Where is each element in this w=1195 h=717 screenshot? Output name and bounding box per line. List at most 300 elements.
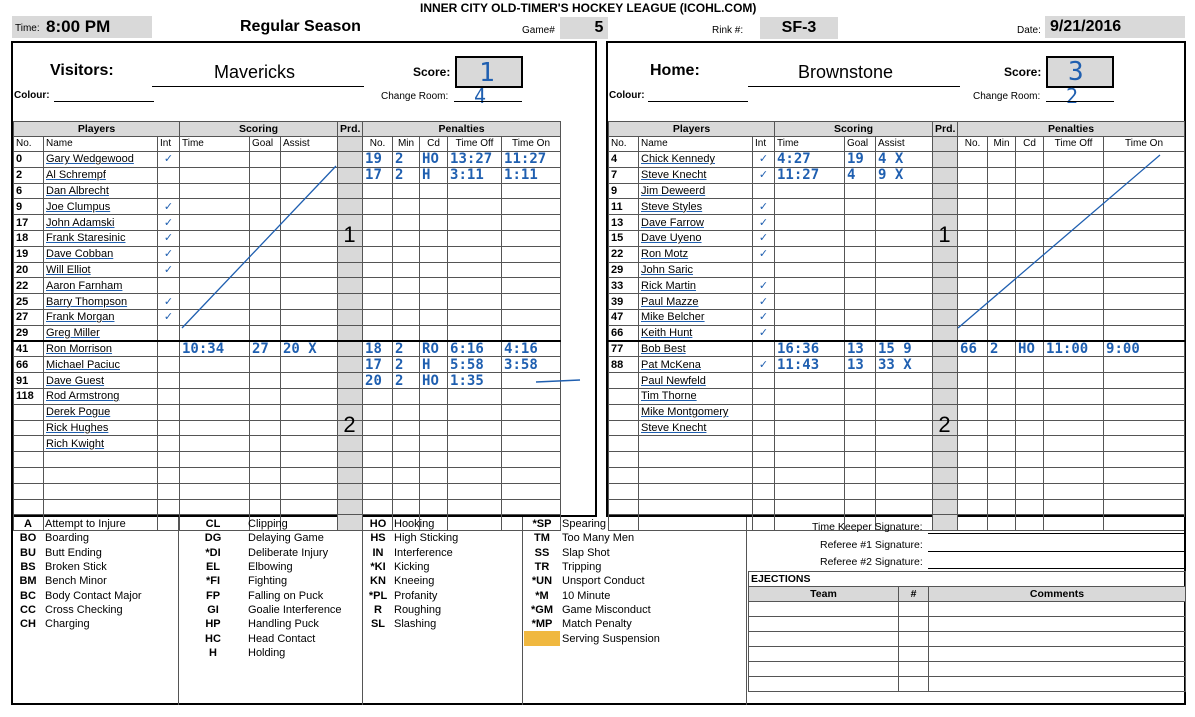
ejection-row[interactable] [749, 662, 899, 677]
visitors-player-name[interactable] [44, 499, 158, 515]
visitors-penalty-minutes[interactable] [393, 452, 420, 468]
home-goal-time[interactable] [775, 499, 845, 515]
visitors-goal-assist[interactable] [281, 246, 338, 262]
visitors-player-int[interactable]: ✓ [158, 215, 180, 231]
home-penalty-time-on[interactable] [1104, 404, 1185, 420]
ejection-row[interactable] [749, 632, 899, 647]
visitors-penalty-code[interactable] [420, 278, 448, 294]
home-penalty-time-off[interactable] [1044, 152, 1104, 168]
visitors-penalty-time-off[interactable] [448, 294, 502, 310]
home-player-number[interactable] [609, 388, 639, 404]
visitors-goal-time[interactable] [180, 388, 250, 404]
home-penalty-minutes[interactable] [988, 357, 1016, 373]
home-player-int[interactable]: ✓ [753, 167, 775, 183]
home-player-int[interactable]: ✓ [753, 294, 775, 310]
visitors-penalty-time-on[interactable]: 4:16 [502, 341, 561, 357]
visitors-player-number[interactable]: 41 [14, 341, 44, 357]
visitors-goal-time[interactable] [180, 325, 250, 341]
visitors-penalty-time-off[interactable] [448, 199, 502, 215]
home-penalty-time-on[interactable] [1104, 262, 1185, 278]
visitors-goal-scorer[interactable] [250, 357, 281, 373]
visitors-player-name[interactable]: Rick Hughes [44, 420, 158, 436]
home-penalty-minutes[interactable] [988, 294, 1016, 310]
visitors-penalty-time-off[interactable] [448, 499, 502, 515]
visitors-penalty-time-on[interactable] [502, 499, 561, 515]
home-penalty-code[interactable] [1016, 373, 1044, 389]
home-penalty-number[interactable] [958, 373, 988, 389]
visitors-player-name[interactable]: Dave Cobban [44, 246, 158, 262]
visitors-penalty-code[interactable] [420, 246, 448, 262]
home-penalty-minutes[interactable] [988, 404, 1016, 420]
visitors-penalty-time-off[interactable] [448, 246, 502, 262]
home-penalty-minutes[interactable]: 2 [988, 341, 1016, 357]
home-player-number[interactable]: 29 [609, 262, 639, 278]
visitors-goal-time[interactable] [180, 357, 250, 373]
visitors-player-name[interactable]: Dan Albrecht [44, 183, 158, 199]
visitors-penalty-code[interactable] [420, 262, 448, 278]
visitors-goal-time[interactable] [180, 436, 250, 452]
home-player-int[interactable] [753, 499, 775, 515]
home-goal-assist[interactable] [876, 499, 933, 515]
visitors-player-number[interactable]: 19 [14, 246, 44, 262]
home-goal-scorer[interactable] [845, 373, 876, 389]
visitors-penalty-code[interactable] [420, 499, 448, 515]
home-penalty-minutes[interactable] [988, 230, 1016, 246]
home-penalty-time-on[interactable] [1104, 436, 1185, 452]
home-penalty-time-on[interactable] [1104, 215, 1185, 231]
visitors-goal-scorer[interactable] [250, 373, 281, 389]
visitors-player-name[interactable]: Rich Kwight [44, 436, 158, 452]
visitors-penalty-code[interactable] [420, 230, 448, 246]
visitors-goal-assist[interactable] [281, 373, 338, 389]
visitors-goal-time[interactable] [180, 404, 250, 420]
home-penalty-number[interactable] [958, 357, 988, 373]
visitors-player-number[interactable]: 29 [14, 325, 44, 341]
visitors-penalty-time-on[interactable] [502, 294, 561, 310]
home-player-number[interactable]: 39 [609, 294, 639, 310]
visitors-goal-scorer[interactable] [250, 230, 281, 246]
home-player-int[interactable]: ✓ [753, 246, 775, 262]
home-goal-time[interactable] [775, 373, 845, 389]
home-penalty-time-on[interactable] [1104, 199, 1185, 215]
home-goal-scorer[interactable] [845, 483, 876, 499]
home-player-name[interactable]: Rick Martin [639, 278, 753, 294]
visitors-player-number[interactable]: 27 [14, 309, 44, 325]
home-player-name[interactable]: Bob Best [639, 341, 753, 357]
home-goal-time[interactable]: 11:43 [775, 357, 845, 373]
home-goal-time[interactable] [775, 483, 845, 499]
home-player-int[interactable]: ✓ [753, 325, 775, 341]
visitors-penalty-time-on[interactable] [502, 199, 561, 215]
visitors-goal-assist[interactable] [281, 167, 338, 183]
home-penalty-time-on[interactable] [1104, 167, 1185, 183]
home-penalty-code[interactable] [1016, 325, 1044, 341]
home-goal-assist[interactable] [876, 404, 933, 420]
visitors-penalty-code[interactable] [420, 199, 448, 215]
home-penalty-time-off[interactable] [1044, 404, 1104, 420]
home-goal-time[interactable] [775, 230, 845, 246]
visitors-player-number[interactable]: 0 [14, 152, 44, 168]
visitors-penalty-time-off[interactable] [448, 483, 502, 499]
home-penalty-time-on[interactable] [1104, 246, 1185, 262]
visitors-player-int[interactable]: ✓ [158, 230, 180, 246]
visitors-penalty-time-on[interactable] [502, 436, 561, 452]
visitors-player-int[interactable]: ✓ [158, 199, 180, 215]
visitors-penalty-code[interactable]: H [420, 357, 448, 373]
visitors-player-name[interactable]: Ron Morrison [44, 341, 158, 357]
home-penalty-minutes[interactable] [988, 325, 1016, 341]
visitors-player-name[interactable]: Gary Wedgewood [44, 152, 158, 168]
visitors-goal-assist[interactable] [281, 309, 338, 325]
home-penalty-code[interactable] [1016, 483, 1044, 499]
visitors-penalty-code[interactable] [420, 215, 448, 231]
home-penalty-number[interactable] [958, 294, 988, 310]
visitors-penalty-time-off[interactable] [448, 436, 502, 452]
home-penalty-time-on[interactable] [1104, 373, 1185, 389]
home-player-int[interactable] [753, 341, 775, 357]
home-goal-time[interactable] [775, 183, 845, 199]
home-goal-assist[interactable] [876, 278, 933, 294]
home-player-number[interactable]: 9 [609, 183, 639, 199]
home-goal-time[interactable]: 16:36 [775, 341, 845, 357]
home-penalty-code[interactable] [1016, 199, 1044, 215]
visitors-penalty-number[interactable] [363, 436, 393, 452]
visitors-penalty-time-on[interactable] [502, 467, 561, 483]
home-player-int[interactable]: ✓ [753, 278, 775, 294]
home-penalty-minutes[interactable] [988, 278, 1016, 294]
home-penalty-time-off[interactable] [1044, 483, 1104, 499]
visitors-penalty-number[interactable] [363, 199, 393, 215]
home-penalty-time-off[interactable] [1044, 325, 1104, 341]
home-player-name[interactable]: Pat McKena [639, 357, 753, 373]
home-penalty-time-off[interactable] [1044, 278, 1104, 294]
home-penalty-number[interactable] [958, 499, 988, 515]
home-penalty-code[interactable] [1016, 262, 1044, 278]
visitors-goal-time[interactable] [180, 452, 250, 468]
home-penalty-time-off[interactable] [1044, 388, 1104, 404]
visitors-goal-time[interactable] [180, 294, 250, 310]
visitors-penalty-minutes[interactable]: 2 [393, 373, 420, 389]
visitors-goal-scorer[interactable] [250, 215, 281, 231]
home-player-name[interactable] [639, 483, 753, 499]
visitors-goal-time[interactable] [180, 483, 250, 499]
visitors-player-number[interactable]: 25 [14, 294, 44, 310]
home-goal-scorer[interactable] [845, 309, 876, 325]
home-penalty-number[interactable] [958, 309, 988, 325]
visitors-penalty-time-off[interactable] [448, 404, 502, 420]
visitors-player-name[interactable]: Dave Guest [44, 373, 158, 389]
home-goal-time[interactable] [775, 436, 845, 452]
visitors-penalty-code[interactable] [420, 436, 448, 452]
visitors-player-int[interactable] [158, 357, 180, 373]
home-penalty-time-off[interactable] [1044, 294, 1104, 310]
home-penalty-time-on[interactable] [1104, 230, 1185, 246]
home-player-int[interactable] [753, 452, 775, 468]
visitors-goal-scorer[interactable] [250, 278, 281, 294]
visitors-penalty-code[interactable] [420, 309, 448, 325]
visitors-goal-scorer[interactable] [250, 294, 281, 310]
visitors-penalty-time-off[interactable] [448, 183, 502, 199]
visitors-penalty-time-on[interactable] [502, 420, 561, 436]
home-goal-scorer[interactable] [845, 262, 876, 278]
visitors-penalty-time-off[interactable] [448, 309, 502, 325]
home-penalty-time-off[interactable] [1044, 199, 1104, 215]
visitors-penalty-time-off[interactable] [448, 388, 502, 404]
visitors-penalty-time-off[interactable] [448, 230, 502, 246]
home-penalty-time-on[interactable] [1104, 452, 1185, 468]
home-player-int[interactable]: ✓ [753, 230, 775, 246]
home-player-name[interactable] [639, 499, 753, 515]
visitors-penalty-minutes[interactable] [393, 278, 420, 294]
visitors-penalty-minutes[interactable] [393, 404, 420, 420]
visitors-goal-assist[interactable] [281, 388, 338, 404]
visitors-player-int[interactable] [158, 404, 180, 420]
home-goal-assist[interactable] [876, 325, 933, 341]
visitors-penalty-minutes[interactable] [393, 199, 420, 215]
visitors-penalty-time-off[interactable] [448, 278, 502, 294]
visitors-goal-assist[interactable]: 20 X [281, 341, 338, 357]
home-player-number[interactable] [609, 467, 639, 483]
visitors-player-number[interactable] [14, 483, 44, 499]
home-goal-time[interactable] [775, 388, 845, 404]
visitors-goal-assist[interactable] [281, 357, 338, 373]
visitors-penalty-code[interactable] [420, 420, 448, 436]
home-player-number[interactable]: 88 [609, 357, 639, 373]
visitors-penalty-time-off[interactable] [448, 467, 502, 483]
home-penalty-code[interactable] [1016, 467, 1044, 483]
home-penalty-time-on[interactable] [1104, 309, 1185, 325]
home-penalty-minutes[interactable] [988, 262, 1016, 278]
visitors-goal-assist[interactable] [281, 278, 338, 294]
home-penalty-number[interactable] [958, 262, 988, 278]
visitors-goal-scorer[interactable] [250, 183, 281, 199]
visitors-player-int[interactable] [158, 278, 180, 294]
visitors-goal-scorer[interactable] [250, 309, 281, 325]
visitors-player-name[interactable]: Rod Armstrong [44, 388, 158, 404]
home-penalty-number[interactable] [958, 404, 988, 420]
home-goal-scorer[interactable] [845, 294, 876, 310]
visitors-player-int[interactable] [158, 341, 180, 357]
visitors-player-number[interactable]: 20 [14, 262, 44, 278]
visitors-penalty-minutes[interactable] [393, 309, 420, 325]
visitors-player-name[interactable] [44, 467, 158, 483]
visitors-penalty-number[interactable] [363, 183, 393, 199]
visitors-goal-assist[interactable] [281, 215, 338, 231]
home-penalty-time-on[interactable] [1104, 357, 1185, 373]
visitors-penalty-time-on[interactable] [502, 246, 561, 262]
visitors-penalty-minutes[interactable] [393, 420, 420, 436]
home-goal-assist[interactable] [876, 199, 933, 215]
home-player-name[interactable]: Steve Styles [639, 199, 753, 215]
home-goal-time[interactable] [775, 199, 845, 215]
home-goal-assist[interactable] [876, 467, 933, 483]
home-penalty-number[interactable] [958, 467, 988, 483]
home-goal-assist[interactable] [876, 294, 933, 310]
visitors-goal-assist[interactable] [281, 452, 338, 468]
home-player-name[interactable]: Steve Knecht [639, 167, 753, 183]
visitors-penalty-time-off[interactable]: 6:16 [448, 341, 502, 357]
visitors-penalty-number[interactable] [363, 325, 393, 341]
visitors-player-name[interactable]: Aaron Farnham [44, 278, 158, 294]
timekeeper-signature-line[interactable] [928, 533, 1184, 534]
visitors-goal-time[interactable] [180, 467, 250, 483]
home-penalty-number[interactable] [958, 420, 988, 436]
home-goal-time[interactable]: 11:27 [775, 167, 845, 183]
home-player-number[interactable]: 47 [609, 309, 639, 325]
visitors-goal-assist[interactable] [281, 420, 338, 436]
visitors-penalty-minutes[interactable] [393, 262, 420, 278]
home-goal-scorer[interactable] [845, 230, 876, 246]
visitors-penalty-time-off[interactable]: 1:35 [448, 373, 502, 389]
visitors-goal-scorer[interactable] [250, 388, 281, 404]
visitors-player-number[interactable]: 118 [14, 388, 44, 404]
home-goal-scorer[interactable] [845, 325, 876, 341]
visitors-goal-time[interactable] [180, 262, 250, 278]
visitors-goal-time[interactable] [180, 246, 250, 262]
visitors-penalty-number[interactable] [363, 246, 393, 262]
home-player-int[interactable]: ✓ [753, 215, 775, 231]
home-penalty-code[interactable]: HO [1016, 341, 1044, 357]
home-penalty-minutes[interactable] [988, 420, 1016, 436]
home-penalty-time-on[interactable] [1104, 325, 1185, 341]
visitors-player-number[interactable] [14, 420, 44, 436]
visitors-penalty-code[interactable] [420, 404, 448, 420]
visitors-goal-scorer[interactable] [250, 246, 281, 262]
home-penalty-code[interactable] [1016, 420, 1044, 436]
home-penalty-minutes[interactable] [988, 452, 1016, 468]
visitors-player-int[interactable] [158, 452, 180, 468]
home-goal-time[interactable] [775, 246, 845, 262]
home-player-number[interactable]: 66 [609, 325, 639, 341]
visitors-player-name[interactable]: Will Elliot [44, 262, 158, 278]
home-goal-assist[interactable]: 15 9 [876, 341, 933, 357]
home-player-int[interactable] [753, 483, 775, 499]
home-player-name[interactable]: Paul Mazze [639, 294, 753, 310]
home-goal-assist[interactable]: 4 X [876, 152, 933, 168]
visitors-penalty-code[interactable] [420, 325, 448, 341]
visitors-penalty-code[interactable]: HO [420, 373, 448, 389]
visitors-penalty-number[interactable] [363, 230, 393, 246]
visitors-goal-assist[interactable] [281, 499, 338, 515]
home-player-name[interactable]: Keith Hunt [639, 325, 753, 341]
home-penalty-minutes[interactable] [988, 309, 1016, 325]
ejection-row[interactable] [749, 647, 899, 662]
home-goal-assist[interactable]: 33 X [876, 357, 933, 373]
home-penalty-minutes[interactable] [988, 436, 1016, 452]
visitors-penalty-time-on[interactable] [502, 388, 561, 404]
home-penalty-minutes[interactable] [988, 373, 1016, 389]
home-penalty-time-on[interactable] [1104, 499, 1185, 515]
home-goal-scorer[interactable] [845, 278, 876, 294]
visitors-penalty-minutes[interactable] [393, 294, 420, 310]
visitors-penalty-code[interactable] [420, 483, 448, 499]
home-goal-time[interactable]: 4:27 [775, 152, 845, 168]
visitors-goal-assist[interactable] [281, 183, 338, 199]
visitors-penalty-minutes[interactable] [393, 467, 420, 483]
visitors-penalty-minutes[interactable] [393, 183, 420, 199]
visitors-goal-scorer[interactable] [250, 262, 281, 278]
home-penalty-code[interactable] [1016, 215, 1044, 231]
visitors-player-name[interactable]: Frank Morgan [44, 309, 158, 325]
home-player-int[interactable] [753, 373, 775, 389]
home-player-name[interactable]: Chick Kennedy [639, 152, 753, 168]
visitors-penalty-number[interactable]: 20 [363, 373, 393, 389]
home-goal-scorer[interactable]: 19 [845, 152, 876, 168]
home-penalty-code[interactable] [1016, 388, 1044, 404]
home-penalty-time-off[interactable] [1044, 499, 1104, 515]
visitors-player-number[interactable]: 9 [14, 199, 44, 215]
visitors-player-int[interactable] [158, 388, 180, 404]
home-goal-scorer[interactable]: 4 [845, 167, 876, 183]
visitors-goal-assist[interactable] [281, 294, 338, 310]
home-player-name[interactable] [639, 436, 753, 452]
visitors-penalty-time-on[interactable] [502, 230, 561, 246]
visitors-player-number[interactable]: 22 [14, 278, 44, 294]
home-goal-scorer[interactable] [845, 420, 876, 436]
home-goal-assist[interactable] [876, 420, 933, 436]
home-penalty-minutes[interactable] [988, 246, 1016, 262]
home-player-int[interactable] [753, 467, 775, 483]
home-player-name[interactable] [639, 452, 753, 468]
visitors-penalty-time-on[interactable] [502, 183, 561, 199]
home-player-number[interactable] [609, 404, 639, 420]
home-player-name[interactable]: Dave Farrow [639, 215, 753, 231]
home-penalty-time-on[interactable] [1104, 483, 1185, 499]
home-penalty-code[interactable] [1016, 452, 1044, 468]
home-goal-scorer[interactable] [845, 199, 876, 215]
visitors-penalty-number[interactable] [363, 294, 393, 310]
visitors-player-int[interactable] [158, 499, 180, 515]
home-goal-time[interactable] [775, 467, 845, 483]
visitors-goal-time[interactable] [180, 278, 250, 294]
home-penalty-time-off[interactable] [1044, 183, 1104, 199]
visitors-penalty-minutes[interactable] [393, 246, 420, 262]
home-penalty-time-off[interactable] [1044, 230, 1104, 246]
home-goal-assist[interactable] [876, 483, 933, 499]
home-penalty-code[interactable] [1016, 230, 1044, 246]
home-penalty-code[interactable] [1016, 357, 1044, 373]
home-player-number[interactable]: 4 [609, 152, 639, 168]
visitors-penalty-code[interactable] [420, 467, 448, 483]
home-goal-assist[interactable] [876, 230, 933, 246]
visitors-player-number[interactable] [14, 436, 44, 452]
home-penalty-time-off[interactable] [1044, 215, 1104, 231]
home-player-int[interactable]: ✓ [753, 152, 775, 168]
visitors-penalty-minutes[interactable] [393, 483, 420, 499]
visitors-player-int[interactable] [158, 420, 180, 436]
visitors-player-int[interactable] [158, 373, 180, 389]
visitors-goal-time[interactable] [180, 199, 250, 215]
visitors-penalty-time-on[interactable] [502, 309, 561, 325]
home-player-name[interactable]: Mike Belcher [639, 309, 753, 325]
home-player-int[interactable] [753, 388, 775, 404]
visitors-player-name[interactable] [44, 483, 158, 499]
home-goal-time[interactable] [775, 278, 845, 294]
visitors-penalty-time-off[interactable] [448, 452, 502, 468]
visitors-penalty-time-on[interactable] [502, 215, 561, 231]
visitors-penalty-number[interactable] [363, 215, 393, 231]
home-penalty-time-off[interactable] [1044, 420, 1104, 436]
home-player-number[interactable] [609, 436, 639, 452]
home-goal-time[interactable] [775, 262, 845, 278]
visitors-player-number[interactable]: 18 [14, 230, 44, 246]
home-penalty-time-on[interactable] [1104, 467, 1185, 483]
home-goal-scorer[interactable] [845, 388, 876, 404]
visitors-goal-assist[interactable] [281, 325, 338, 341]
home-penalty-code[interactable] [1016, 278, 1044, 294]
home-penalty-time-off[interactable]: 11:00 [1044, 341, 1104, 357]
home-penalty-number[interactable] [958, 278, 988, 294]
